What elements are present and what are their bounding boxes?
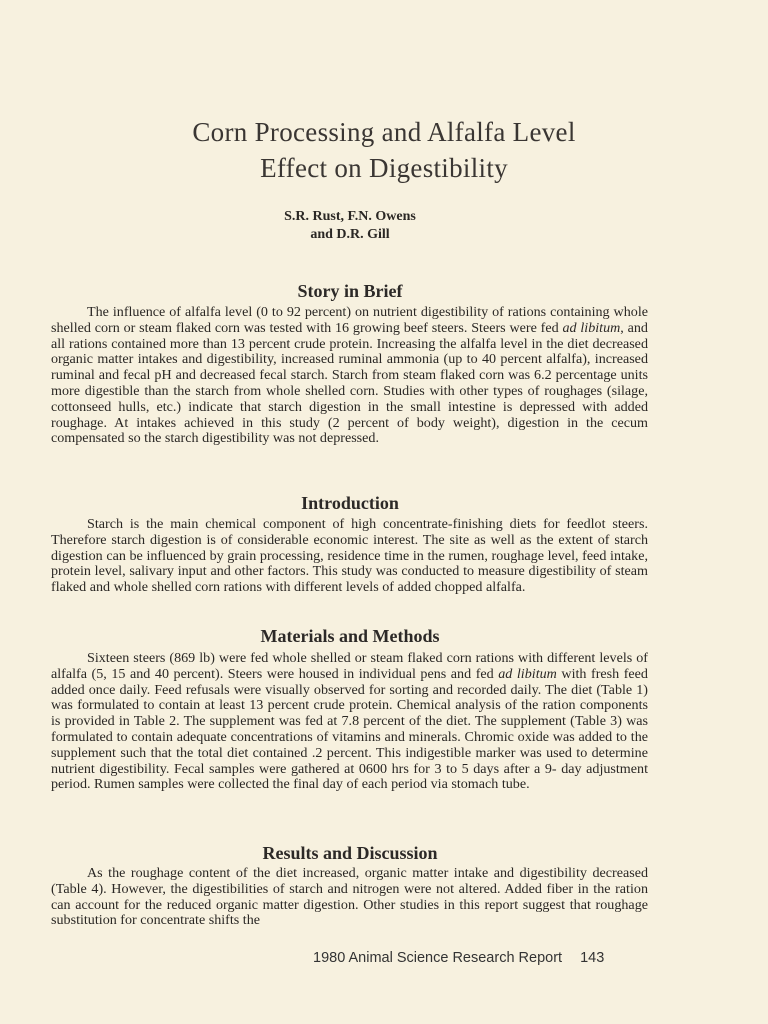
page-number: 143 xyxy=(580,950,605,966)
heading-results-and-discussion: Results and Discussion xyxy=(262,843,438,863)
authors-line-2: and D.R. Gill xyxy=(310,227,390,242)
report-name: 1980 Animal Science Research Report xyxy=(313,950,563,966)
heading-story-in-brief: Story in Brief xyxy=(297,281,403,301)
authors-line-1: S.R. Rust, F.N. Owens xyxy=(284,209,416,224)
paragraph-results-and-discussion: As the roughage content of the diet increased, organic matter intake and digestibility decreased (Table 4). However, the digestibilities of starch and nitrogen were not altered. Added fiber in the ration can account for the reduced organic matter digestion. Other studies in this report suggest that roughage substitution for concentrate shifts the xyxy=(51,865,648,929)
paper-title-line-1: Corn Processing and Alfalfa Level xyxy=(192,117,576,147)
paper-title-line-2: Effect on Digestibility xyxy=(260,153,508,183)
heading-materials-and-methods: Materials and Methods xyxy=(260,626,440,646)
paragraph-materials-and-methods: Sixteen steers (869 lb) were fed whole shelled or steam flaked corn rations with different levels of alfalfa (5, 15 and 40 percent). Steers were housed in individual pens and fed ad libitum with fresh feed added once daily. Feed refusals were visually observed for sorting and recorded daily. The diet (Table 1) was formulated to contain at least 13 percent crude protein. Chemical analysis of the ration components is provided in Table 2. The supplement was fed at 7.8 percent of the diet. The supplement (Table 3) was formulated to contain adequate concentrations of vitamins and minerals. Chromic oxide was added to the supplement such that the total diet contained .2 percent. This indigestible marker was used to determine nutrient digestibility. Fecal samples were gathered at 0600 hrs for 3 to 5 days after a 9- day adjustment period. Rumen samples were collected the final day of each period via stomach tube. xyxy=(51,650,648,793)
paragraph-story-in-brief: The influence of alfalfa level (0 to 92 percent) on nutrient digestibility of rations containing whole shelled corn or steam flaked corn was tested with 16 growing beef steers. Steers were fed ad libitum, and all rations contained more than 13 percent crude protein. Increasing the alfalfa level in the diet decreased organic matter intakes and digestibility, increased ruminal ammonia (up to 40 percent alfalfa), increased ruminal and fecal pH and decreased fecal starch. Starch from steam flaked corn was 6.2 percentage units more digestible than the starch from whole shelled corn. Studies with other types of roughages (silage, cottonseed hulls, etc.) indicate that starch digestion in the small intestine is depressed with added roughage. At intakes achieved in this study (2 percent of body weight), digestion in the cecum compensated so the starch digestibility was not depressed. xyxy=(51,304,648,447)
paragraph-introduction: Starch is the main chemical component of high concentrate-finishing diets for feedlot steers. Therefore starch digestion is of considerable economic interest. The site as well as the extent of starch digestion can be influenced by grain processing, residence time in the rumen, roughage level, feed intake, protein level, salivary input and other factors. This study was conducted to measure digestibility of steam flaked and whole shelled corn rations with different levels of added chopped alfalfa. xyxy=(51,516,648,596)
page-footer xyxy=(313,950,604,966)
heading-introduction: Introduction xyxy=(301,493,399,513)
